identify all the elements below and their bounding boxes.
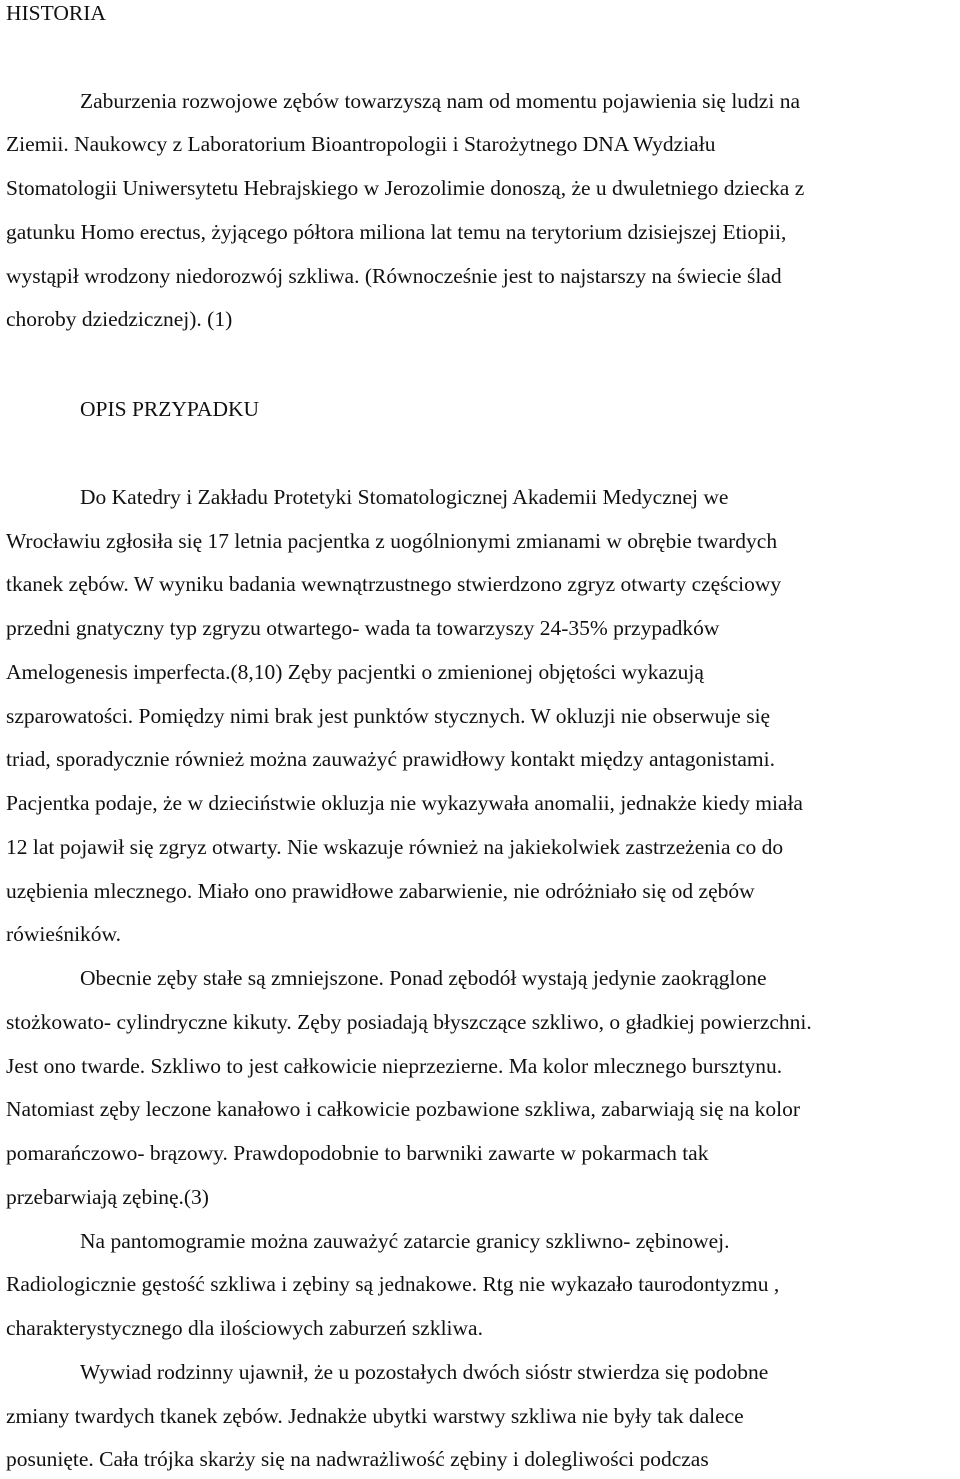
paragraph-line: stożkowato- cylindryczne kikuty. Zęby posiadają błyszczące szkliwo, o gładkiej powierzchni. — [6, 1010, 812, 1034]
paragraph-line: 12 lat pojawił się zgryz otwarty. Nie wskazuje również na jakiekolwiek zastrzeżenia co do — [6, 835, 784, 859]
section-heading-historia: HISTORIA — [6, 1, 106, 25]
paragraph-line: Radiologicznie gęstość szkliwa i zębiny są jednakowe. Rtg nie wykazało taurodontyzmu , — [6, 1272, 780, 1296]
paragraph-line: uzębienia mlecznego. Miało ono prawidłowe zabarwienie, nie odróżniało się od zębów — [6, 879, 755, 903]
paragraph-line: Wywiad rodzinny ujawnił, że u pozostałych dwóch sióstr stwierdza się podobne — [80, 1360, 769, 1384]
paragraph-line: choroby dziedzicznej). (1) — [6, 307, 233, 331]
paragraph-line: wystąpił wrodzony niedorozwój szkliwa. (Równocześnie jest to najstarszy na świecie ślad — [6, 264, 782, 288]
paragraph-line: rówieśników. — [6, 922, 122, 946]
paragraph-line: Obecnie zęby stałe są zmniejszone. Ponad zębodół wystają jedynie zaokrąglone — [80, 966, 767, 990]
paragraph-line: Natomiast zęby leczone kanałowo i całkowicie pozbawione szkliwa, zabarwiają się na kolor — [6, 1097, 800, 1121]
paragraph-line: triad, sporadycznie również można zauważyć prawidłowy kontakt między antagonistami. — [6, 747, 775, 771]
section-heading-opis-przypadku: OPIS PRZYPADKU — [80, 397, 260, 421]
paragraph-line: Wrocławiu zgłosiła się 17 letnia pacjentka z uogólnionymi zmianami w obrębie twardych — [6, 529, 778, 553]
paragraph-line: Amelogenesis imperfecta.(8,10) Zęby pacjentki o zmienionej objętości wykazują — [6, 660, 704, 684]
paragraph-line: Ziemii. Naukowcy z Laboratorium Bioantropologii i Starożytnego DNA Wydziału — [6, 132, 716, 156]
paragraph-line: szparowatości. Pomiędzy nimi brak jest punktów stycznych. W okluzji nie obserwuje się — [6, 704, 771, 728]
paragraph-line: gatunku Homo erectus, żyjącego półtora miliona lat temu na terytorium dzisiejszej Etiopii, — [6, 220, 787, 244]
paragraph-line: Stomatologii Uniwersytetu Hebrajskiego w Jerozolimie donoszą, że u dwuletniego dziecka z — [6, 176, 805, 200]
paragraph-line: charakterystycznego dla ilościowych zaburzeń szkliwa. — [6, 1316, 483, 1340]
paragraph-line: tkanek zębów. W wyniku badania wewnątrzustnego stwierdzono zgryz otwarty częściowy — [6, 572, 782, 596]
paragraph-line: Do Katedry i Zakładu Protetyki Stomatologicznej Akademii Medycznej we — [80, 485, 729, 509]
paragraph-line: Zaburzenia rozwojowe zębów towarzyszą nam od momentu pojawienia się ludzi na — [80, 89, 800, 113]
paragraph-line: pomarańczowo- brązowy. Prawdopodobnie to barwniki zawarte w pokarmach tak — [6, 1141, 709, 1165]
paragraph-line: przedni gnatyczny typ zgryzu otwartego- wada ta towarzyszy 24-35% przypadków — [6, 616, 720, 640]
paragraph-line: przebarwiają zębinę.(3) — [6, 1185, 209, 1209]
paragraph-line: posunięte. Cała trójka skarży się na nadwrażliwość zębiny i dolegliwości podczas — [6, 1447, 709, 1471]
paragraph-line: zmiany twardych tkanek zębów. Jednakże ubytki warstwy szkliwa nie były tak dalece — [6, 1404, 744, 1428]
paragraph-line: Pacjentka podaje, że w dzieciństwie okluzja nie wykazywała anomalii, jednakże kiedy miała — [6, 791, 803, 815]
paragraph-line: Jest ono twarde. Szkliwo to jest całkowicie nieprzezierne. Ma kolor mlecznego bursztynu. — [6, 1054, 783, 1078]
paragraph-line: Na pantomogramie można zauważyć zatarcie granicy szkliwno- zębinowej. — [80, 1229, 730, 1253]
